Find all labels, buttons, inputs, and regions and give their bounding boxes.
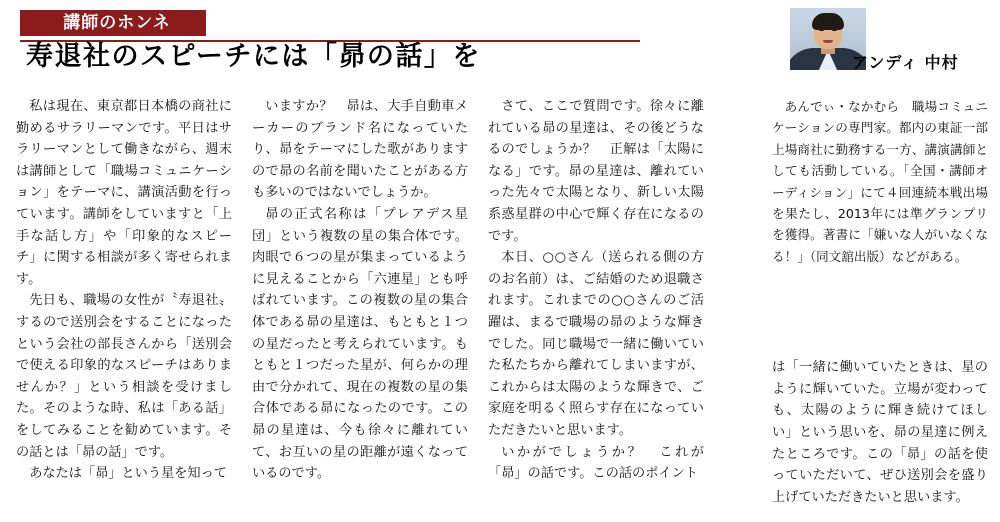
- page-title: 寿退社のスピーチには「昴の話」を: [26, 41, 481, 72]
- paragraph: いますか？ 昴は、大手自動車メーカーのブランド名になっていたり、昴をテーマにした歌がありますので昴の名前を聞いたことがある方も多いのではないでしょうか。: [252, 99, 468, 201]
- paragraph: 本日、○○さん（送られる側の方のお名前）は、ご結婚のため退職されます。これまでの○○さんのご活躍は、まるで職場の昴のような輝きでした。同じ職場で一緒に働いていた私たちから離れてしまいますが、これからは太陽のような輝きで、ご家庭を明るく照らす存在になっていただきたいと思います。: [488, 250, 704, 438]
- kicker-block: [20, 10, 640, 40]
- portrait-eye-left: [819, 29, 824, 31]
- paragraph: さて、ここで質問です。徐々に離れている昴の星達は、その後どうなるのでしょうか？ 正解は「太陽になる」です。昴の星達は、離れていった先々で太陽となり、新しい太陽系惑星群の中心で輝く存在になるのです。: [488, 99, 704, 244]
- author-byline: アンディ 中村: [852, 53, 959, 72]
- body-column-3: [488, 96, 704, 485]
- paragraph: 先日も、職場の女性が〝寿退社〟するので送別会をすることになったという会社の部長さんから「送別会で使える印象的なスピーチはありませんか？」という相談を受けました。そのような時、私は「ある話」をしてみることを勧めています。その話とは「昴の話」です。: [16, 293, 232, 460]
- paragraph: 私は現在、東京都日本橋の商社に勤めるサラリーマンです。平日はサラリーマンとして働きながら、週末は講師として「職場コミュニケーション」をテーマに、講演活動を行っています。講師をしていますと「上手な話し方」や「印象的なスピーチ」に関する相談が多く寄せられます。: [16, 99, 232, 287]
- portrait-hair: [812, 13, 844, 30]
- portrait-mouth: [823, 40, 833, 43]
- portrait-eye-right: [832, 29, 837, 31]
- paragraph: は「一緒に働いていたときは、星のように輝いていた。立場が変わっても、太陽のように輝き続けてほしい」という思いを、昴の星達に例えたところです。この「昴」の話を使っていただいて、ぜひ送別会を盛り上げていただきたいと思います。: [772, 360, 988, 505]
- paragraph: いかがでしょうか？ これが「昴」の話です。この話のポイント: [488, 444, 704, 482]
- body-column-1: [16, 96, 232, 485]
- paragraph: 昴の正式名称は「プレアデス星団」という複数の星の集合体です。肉眼で６つの星が集まっているように見えることから「六連星」とも呼ばれています。この複数の星の集合体である昴の星達は、もともと１つの星だったと考えられています。もともと１つだった星が、何らかの理由で分かれて、現在の複数の星の集合体である昴になったのです。この昴の星達は、今も徐々に離れていて、お互いの星の距離が遠くなっているのです。: [252, 206, 468, 482]
- paragraph: あなたは「昴」という星を知って: [29, 466, 227, 482]
- body-column-4: [772, 344, 988, 522]
- kicker-label: 講師のホンネ: [63, 13, 171, 33]
- author-profile: [772, 96, 988, 267]
- body-column-2: [252, 96, 468, 485]
- paragraph: あんでぃ・なかむら 職場コミュニケーションの専門家。都内の東証一部上場商社に勤務する一方、講演講師としても活動している。「全国・講師オーディション」にて４回連続本戦出場を果たし、2013年には準グランプリを獲得。著書に「嫌いな人がいなくなる！」（同文舘出版）などがある。: [772, 99, 988, 264]
